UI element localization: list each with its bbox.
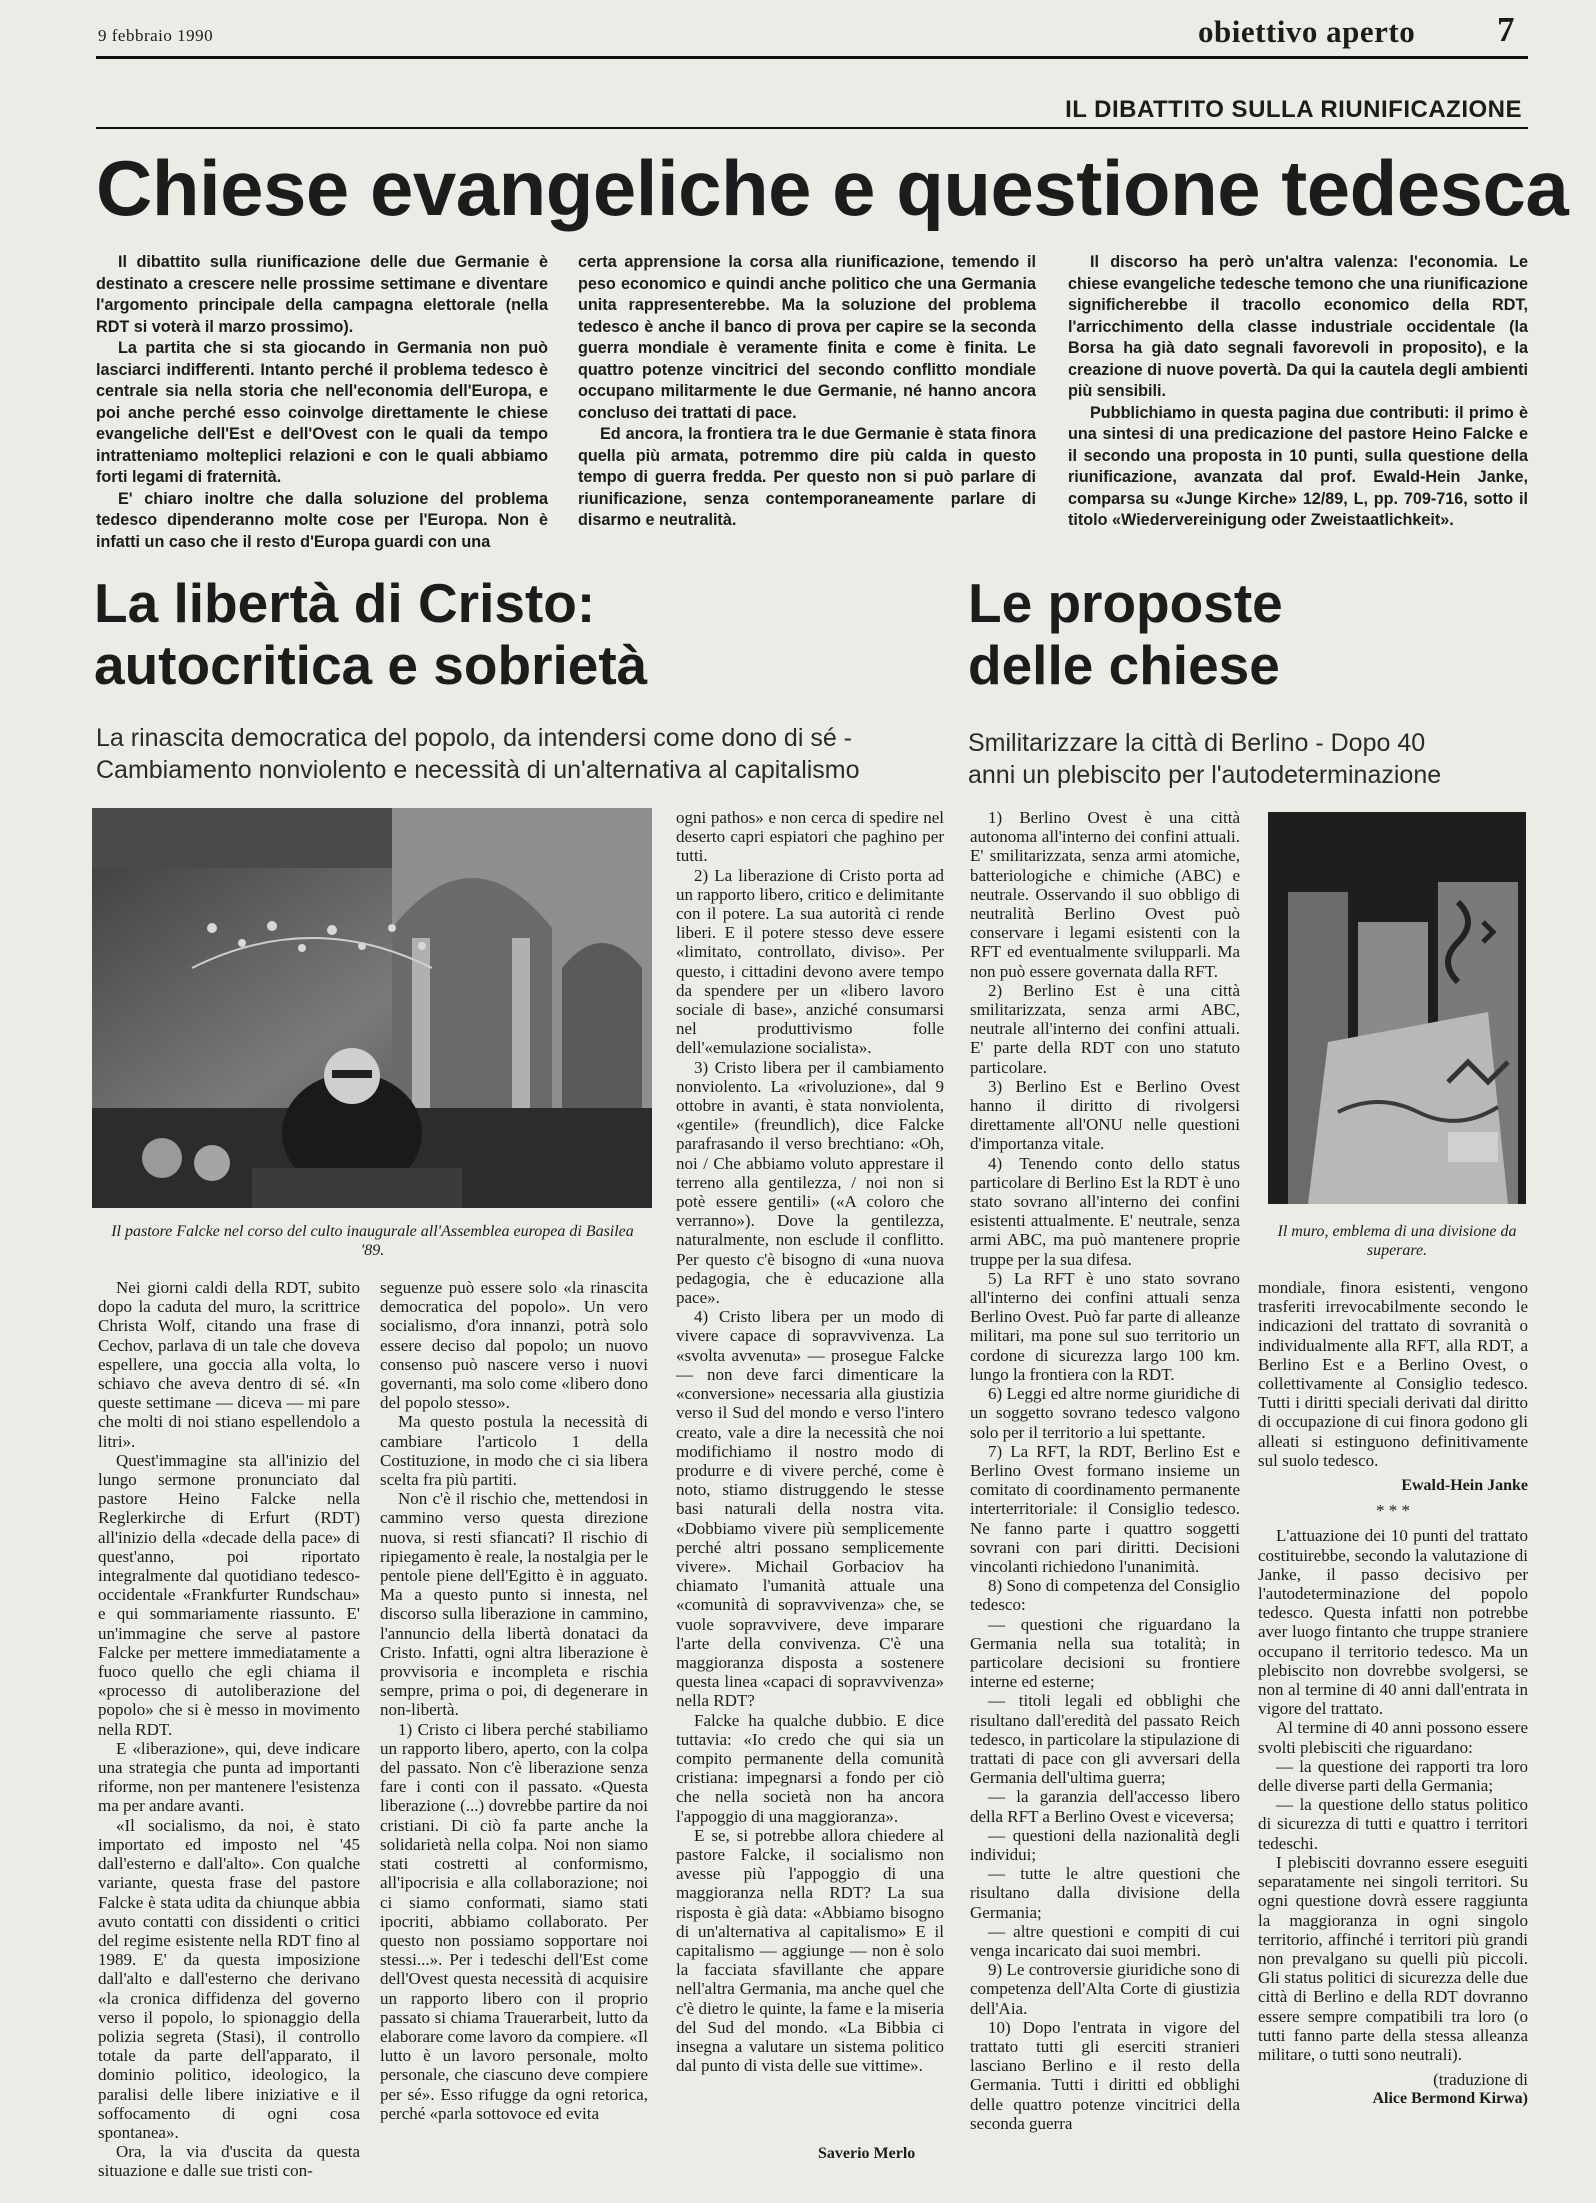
body-paragraph: Non c'è il rischio che, mettendosi in cammino verso questa direzione nuova, si resti sfiancati? Il rischio di ripiegamento è reale, la nostalgia per le pentole piene dell'Egitto è in agguato. Ma a questo punto si innesta, nel discorso sulla liberazione in cammino, l'annuncio della libertà donataci da Cristo. Infatti, ogni altra liberazione è provvisoria e incompleta e rischia sempre, prima o poi, di degenerare in non-libertà. (380, 1489, 648, 1720)
photo-caption: Il pastore Falcke nel corso del culto inaugurale all'Assemblea europea di Basilea '89. (111, 1223, 634, 1259)
body-paragraph: 4) Tenendo conto dello status particolare di Berlino Est la RDT è uno stato sovrano all'interno dei confini esistenti attualmente. E' neutrale, senza armi ABC, ma può mantenere proprie truppe per la sua difesa. (970, 1153, 1240, 1269)
body-paragraph: — tutte le altre questioni che risultano dalla divisione della Germania; (970, 1864, 1240, 1922)
title-line: Le proposte (968, 572, 1283, 634)
body-paragraph: seguenze può essere solo «la rinascita democratica del popolo». Un vero socialismo, d'ora innanzi, potrà solo essere deciso dal popolo; un nuovo consenso può nascere verso i nuovi governanti, ma solo come «libero dono del popolo stesso». (380, 1278, 648, 1413)
body-paragraph: I plebisciti dovranno essere eseguiti separatamente nei singoli territori. Su ogni questione dovrà essere raggiunta la maggioranza in ogni singolo territorio, affinché i territori più grandi non prevalgano su quelli più piccoli. Gli status politici di sicurezza delle due città di Berlino e della RDT dovranno essere sempre compatibili tra loro (o tutti fanno parte della stessa alleanza militare, o tutti sono neutrali). (1258, 1852, 1528, 2064)
body-paragraph: 9) Le controversie giuridiche sono di competenza dell'Alta Corte di giustizia dell'Aia. (970, 1960, 1240, 2018)
body-paragraph: 5) La RFT è uno stato sovrano all'interno dei confini attuali senza Berlino Ovest. Può far parte di alleanze militari, ma pone sul suo territorio un cordone di sicurezza largo 100 km. lungo la frontiera con la RDT. (970, 1268, 1240, 1384)
deck-line: Cambiamento nonviolento e necessità di un'alternativa al capitalismo (96, 756, 860, 784)
body-paragraph: E se, si potrebbe allora chiedere al pastore Falcke, il socialismo non avesse più l'appoggio di una maggioranza nella RDT? La sua risposta è già data: «Abbiamo bisogno di un'alternativa al capitalismo» E il capitalismo — aggiunge — non è solo la facciata sfavillante che appare nell'altra Germania, ma anche quel che c'è dietro le quinte, la fame e la miseria del Sud del mondo. «La Bibbia ci insegna a valutare un sistema politico dal punto di vista delle sue vittime». (676, 1825, 944, 2076)
janke-signature: Ewald-Hein Janke (1401, 1477, 1528, 1495)
body-paragraph: 2) Berlino Est è una città smilitarizzata, senza armi ABC, neutrale all'interno dei confini attuali. E' parte della RDT con uno statuto particolare. (970, 980, 1240, 1077)
body-paragraph: Nei giorni caldi della RDT, subito dopo la caduta del muro, la scrittrice Christa Wolf, citando una frase di Cechov, parlava di un tale che doveva espellere, una goccia alla volta, lo schiavo che aveva dentro di sé. «In queste settimane — diceva — mi pare che molti di noi stiano espellendolo a litri». (98, 1278, 360, 1451)
page-number: 7 (1497, 10, 1515, 49)
right-column-d (970, 808, 1240, 2133)
intro-paragraph: Pubblichiamo in questa pagina due contributi: il primo è una sintesi di una predicazione del pastore Heino Falcke e il secondo una proposta in 10 punti, sulla questione della riunificazione, avanzata dal prof. Ewald-Hein Janke, comparsa su «Junge Kirche» 12/89, L, pp. 709-716, sotto il titolo «Wiedervereinigung oder Zweistaatlichkeit». (1068, 403, 1528, 529)
left-article-signature: Saverio Merlo (818, 2145, 916, 2162)
body-paragraph: — altre questioni e compiti di cui venga incaricato dai suoi membri. (970, 1921, 1240, 1960)
intro-paragraph: La partita che si sta giocando in Germania non può lasciarci indifferenti. Intanto perché il problema tedesco è centrale sia nella storia che nell'economia dell'Europa, e poi anche perché esso coinvolge direttamente le chiese evangeliche dell'Est e dell'Ovest con le quali da tempo intratteniamo molteplici relazioni e con le quali abbiamo forti legami di fraternità. (96, 339, 548, 486)
body-paragraph: Ma questo postula la necessità di cambiare l'articolo 1 della Costituzione, in modo che ci sia libera scelta fra più partiti. (380, 1412, 648, 1490)
body-paragraph: 8) Sono di competenza del Consiglio tedesco: (970, 1576, 1240, 1615)
body-paragraph: — questioni della nazionalità degli individui; (970, 1825, 1240, 1864)
left-column-b (380, 1278, 648, 2123)
right-column-e (1258, 1278, 1528, 2109)
page-headline: Chiese evangeliche e questione tedesca (96, 144, 1569, 232)
deck-line: anni un plebiscito per l'autodeterminazione (968, 761, 1442, 789)
photo-caption: Il muro, emblema di una divisione da superare. (1277, 1223, 1517, 1259)
body-paragraph: Falcke ha qualche dubbio. E dice tuttavia: «Io credo che qui sia un compito permanente della comunità cristiana: impegnarsi a fondo per ciò che nella società non ha ancora l'appoggio di una maggioranza». (676, 1710, 944, 1826)
body-paragraph: 7) La RFT, la RDT, Berlino Est e Berlino Ovest formano insieme un comitato di coordinamento permanente interterritoriale: il Consiglio tedesco. Ne fanno parte i quattro soggetti sovrani con pari diritti. Decisioni vincolanti richiedono l'unanimità. (970, 1441, 1240, 1576)
body-paragraph: 4) Cristo libera per un modo di vivere capace di sopravvivenza. La «svolta avvenuta» — prosegue Falcke — non deve farci dimenticare la «conversione» necessaria alla giustizia verso il Sud del mondo e verso l'intero creato, vale a dire la necessità che noi modifichiamo il nostro modo di produrre e di vivere perché, come è noto, stiamo distruggendo le stesse basi naturali della nostra vita. «Dobbiamo vivere più semplicemente perché altri possano semplicemente vivere». Michail Gorbaciov ha chiamato l'umanità attuale una «comunità di sopravvivenza» che, se vuole sopravvivere, deve imparare l'arte della convivenza. C'è una maggioranza disposta a sostenere questa linea «capaci di sopravvivenza» nella RDT? (676, 1307, 944, 1711)
body-paragraph: 3) Cristo libera per il cambiamento nonviolento. La «rivoluzione», dal 9 ottobre in avanti, è stata nonviolenta, «gentile» (freundlich), dice Falcke parafrasando il verso brechtiano: «Oh, noi / Che abbiamo voluto apprestare il terreno alla gentilezza, / noi non si potè essere gentili» («A coloro che verranno»). Dove la gentilezza, naturalmente, non esclude il conflitto. Per questo c'è bisogno di «una nuova pedagogia, che è educazione alla pace». (676, 1057, 944, 1308)
body-paragraph: — titoli legali ed obblighi che risultano dall'eredità del passato Reich tedesco, in particolare la stipulazione di trattati di pace con gli avversari della Germania dell'ultima guerra; (970, 1691, 1241, 1788)
body-paragraph: ogni pathos» e non cerca di spedire nel deserto capri espiatori che paghino per tutti. (676, 808, 944, 866)
title-line: delle chiese (968, 634, 1280, 696)
wall-illustration (1268, 812, 1526, 1204)
body-paragraph: 2) La liberazione di Cristo porta ad un rapporto libero, critico e delimitante con il potere. La sua autorità ci rende liberi. E il potere stesso deve essere «limitato, controllato, diviso». Per questo, i cittadini devono avere tempo da spendere per un «libero lavoro sociale di base», anziché consumarsi nel produttivismo folle dell'«emulazione socialista». (676, 865, 944, 1058)
body-paragraph: 1) Cristo ci libera perché stabiliamo un rapporto libero, aperto, con la colpa del passato. Non c'è liberazione senza fare i conti con il passato. «Questa liberazione (...) dovrebbe partire da noi cristiani. Di ciò fa parte anche la solidarietà nella colpa. Noi non siamo stati costretti al conformismo, all'ipocrisia e alla collaborazione; noi ci siamo conformati, siamo stati ipocriti, abbiamo collaborato. Per questo non possiamo sopportare noi stessi...». Per i tedeschi dell'Est come dell'Ovest questa necessità di acquisire un rapporto libero con il proprio passato si chiama Trauerarbeit, lutto da elaborare come lavoro da compiere. «Il lutto è un lavoro personale, molto personale, che ciascuno deve compiere per sé». Esso rifugge da ogni retorica, perché «parla sottovoce ed evita (380, 1719, 648, 2123)
body-paragraph: 3) Berlino Est e Berlino Ovest hanno il diritto di rivolgersi direttamente all'ONU nelle questioni d'importanza vitale. (970, 1076, 1240, 1154)
intro-paragraph: Ed ancora, la frontiera tra le due Germanie è stata finora quella più armata, potremmo dire più calda in questo tempo di guerra fredda. Per questo non si può parlare di riunificazione, senza contemporaneamente parlare di disarmo e neutralità. (578, 425, 1036, 529)
church-interior-illustration (92, 808, 652, 1208)
body-paragraph: — questioni che riguardano la Germania nella sua totalità; in particolare decisioni su frontiere interne ed esterne; (970, 1614, 1240, 1692)
translator-note: (traduzione di (1433, 2070, 1528, 2090)
intro-paragraph: Il discorso ha però un'altra valenza: l'economia. Le chiese evangeliche tedesche temono che una riunificazione significherebbe il tracollo economico della RDT, l'arricchimento della classe industriale occidentale (la Borsa ha già dato segnali favorevoli in proposito), e la creazione di nuove povertà. Da qui la cautela degli ambienti più sensibili. (1068, 253, 1528, 400)
body-paragraph: Ora, la via d'uscita da questa situazione e dalle sue tristi con- (98, 2142, 360, 2181)
body-paragraph: Al termine di 40 anni possono essere svolti plebisciti che riguardano: (1258, 1718, 1528, 1757)
photo-berlin-wall (1268, 812, 1526, 1204)
body-paragraph: 10) Dopo l'entrata in vigore del trattato tutti gli eserciti stranieri lasciano Berlino e il resto della Germania. Tutti i diritti ed obblighi delle quattro potenze vincitrici della seconda guerra (970, 2017, 1240, 2133)
intro-paragraph: Il dibattito sulla riunificazione delle due Germanie è destinato a crescere nelle prossime settimane e diventare l'argomento principale della campagna elettorale (nella RDT si voterà il marzo prossimo). (96, 253, 548, 336)
header-rule (96, 56, 1528, 59)
body-paragraph: mondiale, finora esistenti, vengono trasferiti irrevocabilmente secondo le indicazioni del trattato di sovranità o individualmente alla RFT, alla RDT, a Berlino Est e a Berlino Ovest, o collettivamente al Consiglio tedesco. Tutti i diritti speciali derivati dal diritto di occupazione di cui finora godono gli alleati si estinguono definitivamente sul suolo tedesco. (1258, 1278, 1528, 1470)
section-rule (96, 127, 1528, 129)
deck-line: Smilitarizzare la città di Berlino - Dopo 40 (968, 729, 1426, 757)
body-paragraph: 1) Berlino Ovest è una città autonoma all'interno dei confini attuali. E' smilitarizzata, senza armi atomiche, batteriologiche e chimiche (ABC) e neutrale. Osservando il suo obbligo di neutralità Berlino Ovest può conservare i legami esistenti con la RFT ed eventualmente svilupparli. Ma non può essere governata dalla RFT. (970, 808, 1240, 981)
issue-date: 9 febbraio 1990 (98, 26, 214, 45)
deck-line: La rinascita democratica del popolo, da intendersi come dono di sé - (96, 724, 852, 752)
masthead: obiettivo aperto (1198, 14, 1416, 49)
section-label: IL DIBATTITO SULLA RIUNIFICAZIONE (1065, 96, 1522, 123)
section-separator: * * * (1376, 1501, 1410, 1521)
left-column-c (676, 808, 944, 2075)
left-column-a (98, 1278, 360, 2181)
intro-paragraph: certa apprensione la corsa alla riunificazione, temendo il peso economico e quindi anche politico che una Germania unita rappresenterebbe. Ma la soluzione del problema tedesco è anche il banco di prova per capire se la seconda guerra mondiale è veramente finita e come è finita. Le quattro potenze vincitrici del secondo conflitto mondiale occupano militarmente le due Germanie, né hanno ancora concluso dei trattati di pace. (578, 253, 1036, 422)
title-line: La libertà di Cristo: (94, 572, 596, 634)
body-paragraph: L'attuazione dei 10 punti del trattato costituirebbe, secondo la valutazione di Janke, il passo decisivo per l'autodeterminazione del popolo tedesco. Questa infatti non potrebbe aver luogo fintanto che truppe straniere occupano il territorio tedesco. Ma un plebiscito non dovrebbe svolgersi, se non al termine di 40 anni dall'entrata in vigore del trattato. (1258, 1526, 1528, 1719)
left-article-title (94, 572, 647, 696)
translator-name: Alice Bermond Kirwa) (1372, 2090, 1528, 2108)
intro-column-3 (1068, 252, 1528, 532)
intro-paragraph: E' chiaro inoltre che dalla soluzione del problema tedesco dipenderanno molte cose per l'Europa. Non è infatti un caso che il resto d'Europa guardi con una (96, 489, 548, 551)
right-article-deck (968, 727, 1441, 791)
title-line: autocritica e sobrietà (94, 634, 648, 696)
body-paragraph: Quest'immagine sta all'inizio del lungo sermone pronunciato dal pastore Heino Falcke nella Reglerkirche di Erfurt (RDT) all'inizio della «decade della pace» di quest'anno, poi riportato integralmente dal quotidiano tedesco-occidentale «Frankfurter Rundschau» e qui sommariamente riassunto. E' un'immagine che serve al pastore Falcke per mettere immediatamente a fuoco quello che egli chiama il «processo di autoliberazione del popolo» che si è messo in movimento nella RDT. (98, 1450, 360, 1739)
intro-column-2 (578, 252, 1036, 532)
body-paragraph: 6) Leggi ed altre norme giuridiche di un soggetto sovrano tedesco valgono solo per il territorio a lui spettante. (970, 1384, 1240, 1442)
body-paragraph: — la questione dello status politico di sicurezza di tutti e quattro i territori tedeschi. (1258, 1795, 1528, 1853)
right-article-title (968, 572, 1283, 696)
body-paragraph: E «liberazione», qui, deve indicare una strategia che punta ad importanti riforme, non per mantenere l'esistenza ma per andare avanti. (98, 1738, 360, 1816)
body-paragraph: «Il socialismo, da noi, è stato importato ed imposto nel '45 dall'esterno e dall'alto». Con qualche variante, questa frase del pastore Falcke è stata udita da chiunque abbia avuto contatti con dissidenti o critici del regime esistente nella RDT fino al 1989. E' da questa imposizione dall'alto e dall'esterno che derivano «la cronica diffidenza del governo verso il popolo, lo spionaggio della polizia segreta (Stasi), il controllo totale da parte dell'apparato, il dominio politico, ideologico, la paralisi delle libere iniziative e il soffocamento di ogni cosa spontanea». (98, 1815, 360, 2142)
intro-column-1 (96, 252, 548, 553)
photo-pastor-falcke (92, 808, 652, 1208)
left-article-deck (96, 722, 860, 786)
body-paragraph: — la garanzia dell'accesso libero della RFT a Berlino Ovest e viceversa; (970, 1787, 1240, 1826)
body-paragraph: — la questione dei rapporti tra loro delle diverse parti della Germania; (1258, 1756, 1528, 1796)
